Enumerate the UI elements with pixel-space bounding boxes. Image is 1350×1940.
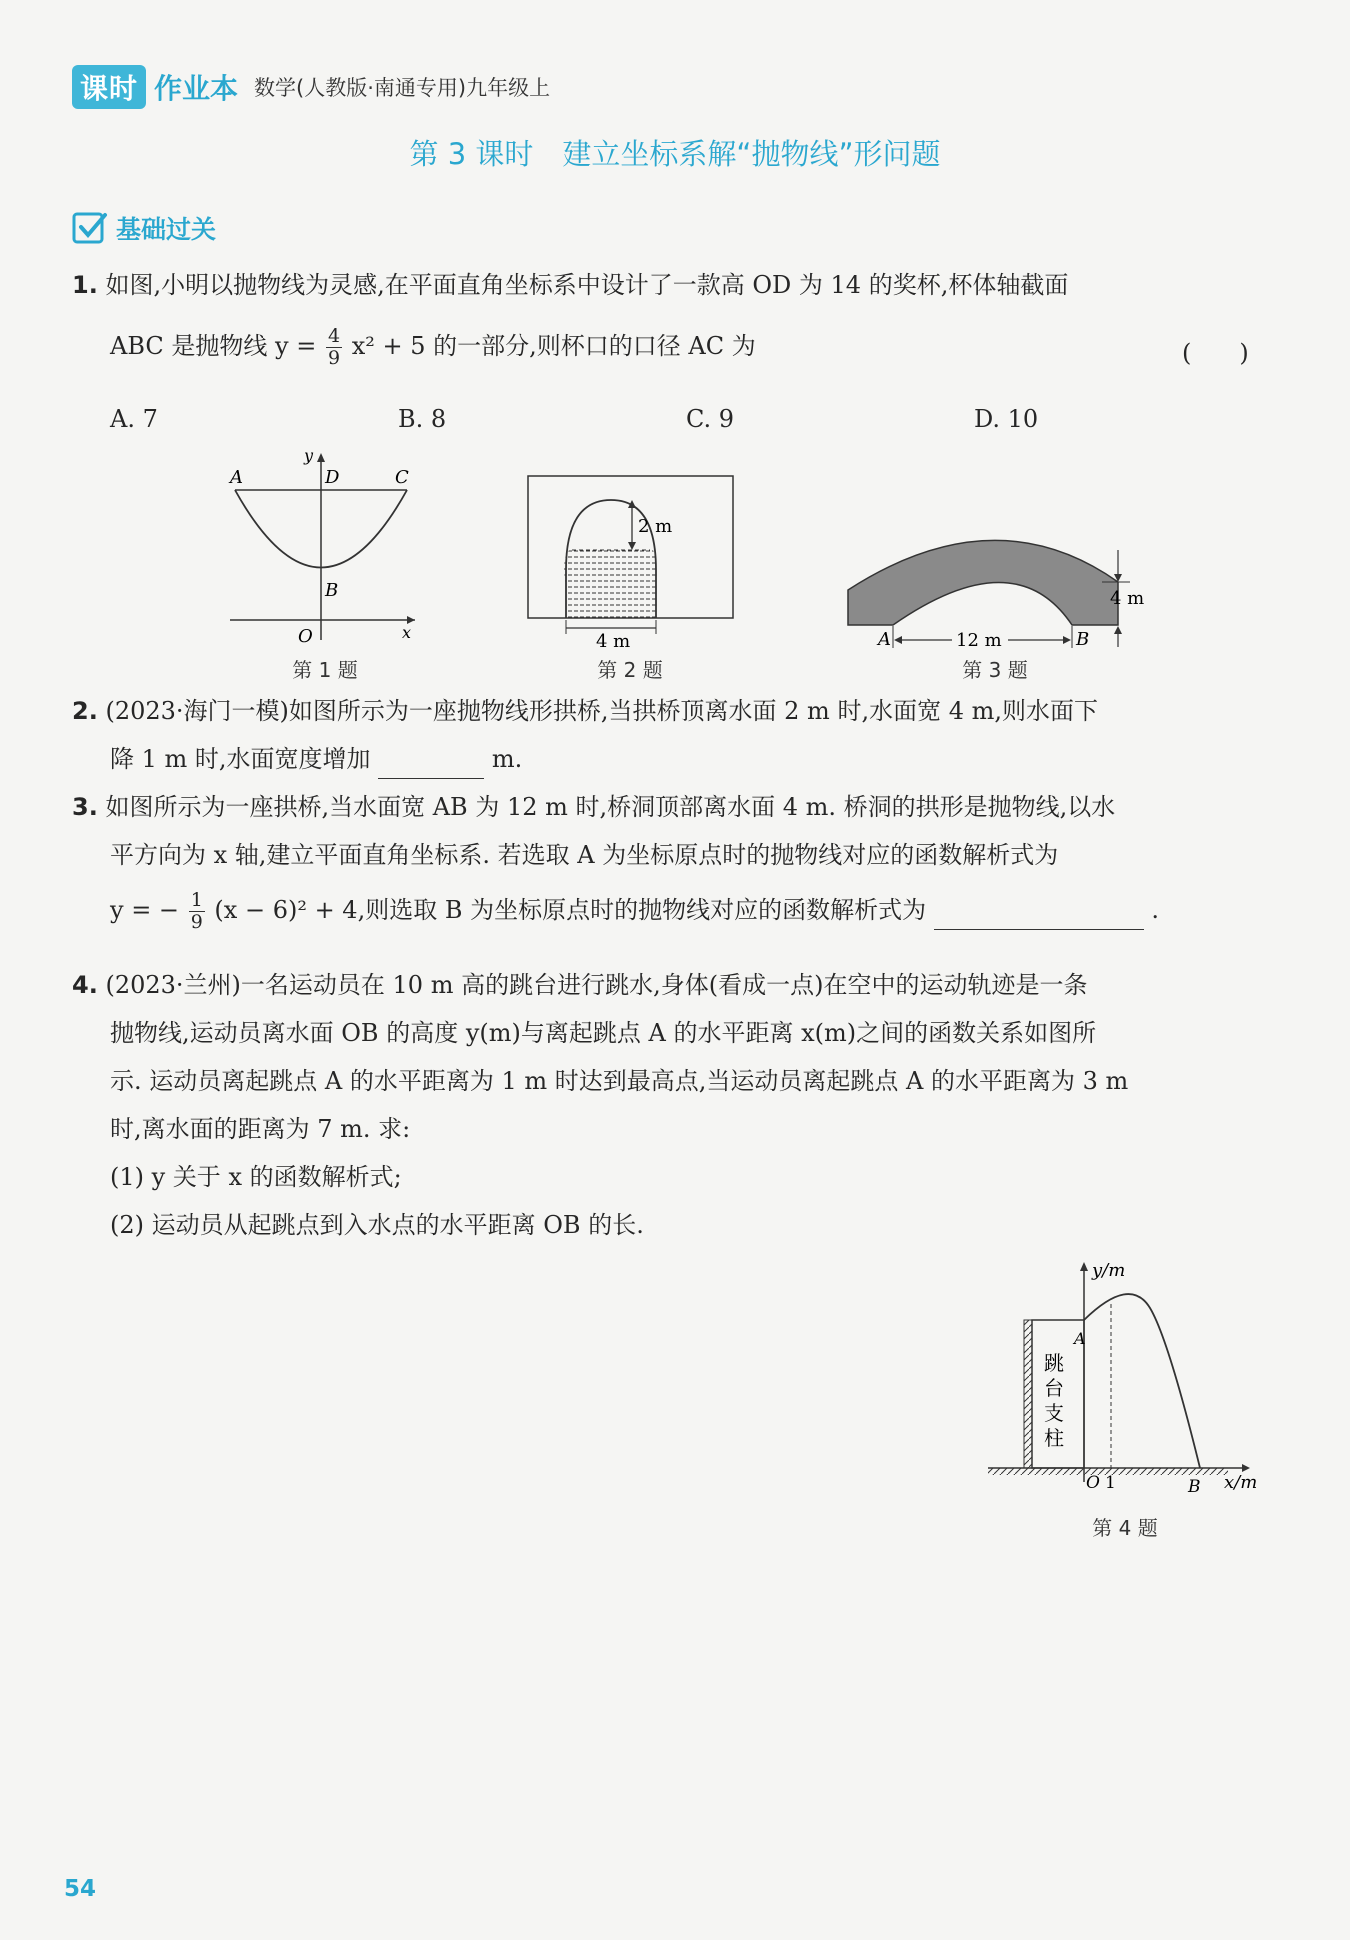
question-number: 3. — [72, 793, 98, 821]
checkbox-icon — [72, 210, 108, 246]
label-a: A — [230, 467, 243, 488]
question-number: 4. — [72, 971, 98, 999]
figure-4-diving-diagram — [980, 1250, 1270, 1512]
question-text: (x − 6)² + 4,则选取 B 为坐标原点时的抛物线对应的函数解析式为 — [214, 895, 927, 924]
book-subject: 数学(人教版·南通专用)九年级上 — [254, 76, 551, 100]
question-text: 降 1 m 时,水面宽度增加 — [110, 745, 371, 773]
label-o: O — [1086, 1473, 1100, 1493]
option-b: B. 8 — [398, 405, 447, 433]
question-text: 如图,小明以抛物线为灵感,在平面直角坐标系中设计了一款高 OD 为 14 的奖杯,杯体轴截面 — [105, 271, 1069, 299]
question-text: (2023·兰州)一名运动员在 10 m 高的跳台进行跳水,身体(看成一点)在空中的运动轨迹是一条 — [105, 971, 1088, 999]
label-c: C — [395, 467, 409, 488]
option-d: D. 10 — [974, 405, 1039, 433]
question-4-sub-2: (2) 运动员从起跳点到入水点的水平距离 OB 的长. — [110, 1211, 644, 1239]
question-number: 1. — [72, 271, 98, 299]
unit-text: m. — [491, 745, 523, 773]
label-2m: 2 m — [638, 516, 673, 537]
question-4-line-3: 示. 运动员离起跳点 A 的水平距离为 1 m 时达到最高点,当运动员离起跳点 A 的水平距离为 3 m — [110, 1067, 1129, 1095]
question-4-line-4: 时,离水面的距离为 7 m. 求: — [110, 1115, 411, 1143]
label-x-axis: x/m — [1224, 1472, 1258, 1493]
lesson-title: 第 3 课时 建立坐标系解“抛物线”形问题 — [409, 137, 941, 171]
label-a: A — [878, 629, 891, 650]
formula-pre: ABC 是抛物线 y = — [110, 331, 317, 360]
answer-blank[interactable] — [378, 740, 484, 779]
label-4m: 4 m — [596, 631, 631, 650]
label-y: y — [304, 446, 314, 465]
label-1: 1 — [1105, 1473, 1116, 1493]
question-1-line-1 — [72, 266, 1068, 304]
question-4-line-1 — [72, 966, 1087, 1004]
label-12m: 12 m — [956, 630, 1002, 651]
question-4-line-2: 抛物线,运动员离水面 OB 的高度 y(m)与离起跳点 A 的水平距离 x(m)之间的函数关系如图所 — [110, 1019, 1097, 1047]
option-a: A. 7 — [110, 405, 158, 433]
label-a: A — [1074, 1329, 1086, 1348]
answer-blank[interactable] — [934, 891, 1144, 930]
label-y-axis: y/m — [1092, 1260, 1126, 1281]
figure-1-caption: 第 1 题 — [292, 658, 358, 682]
platform-pillar-hatch — [1024, 1320, 1032, 1468]
question-number: 2. — [72, 697, 98, 725]
page-number: 54 — [64, 1876, 97, 1902]
formula-pre: y = − — [110, 895, 180, 924]
formula-post: x² + 5 的一部分,则杯口的口径 AC 为 — [351, 331, 756, 360]
figure-3-stone-bridge — [840, 530, 1160, 652]
label-b: B — [1188, 1477, 1201, 1497]
label-4m: 4 m — [1110, 588, 1145, 609]
question-3-line-2: 平方向为 x 轴,建立平面直角坐标系. 若选取 A 为坐标原点时的抛物线对应的函数解析式为 — [110, 841, 1059, 869]
question-1-line-2 — [110, 326, 756, 369]
label-d: D — [325, 467, 340, 488]
pillar-char-4: 柱 — [1044, 1426, 1064, 1450]
pillar-char-3: 支 — [1044, 1401, 1064, 1425]
fraction-numerator: 1 — [190, 889, 203, 911]
fraction-denominator: 9 — [327, 346, 341, 369]
question-2-line-2 — [110, 740, 522, 779]
bridge-body — [848, 540, 1118, 625]
section-heading — [72, 210, 216, 246]
pillar-char-1: 跳 — [1044, 1351, 1064, 1375]
period: . — [1151, 895, 1160, 924]
label-x: x — [402, 623, 412, 642]
water-area — [564, 548, 658, 618]
section-label: 基础过关 — [116, 215, 217, 244]
figure-2-arch-bridge — [520, 470, 740, 650]
label-b: B — [1076, 629, 1090, 650]
question-3-line-1 — [72, 788, 1115, 826]
figure-1-trophy-diagram — [220, 445, 430, 650]
fraction — [326, 326, 342, 369]
logo-badge: 课时 — [72, 65, 146, 109]
page-header — [72, 62, 550, 112]
question-text: 如图所示为一座拱桥,当水面宽 AB 为 12 m 时,桥洞顶部离水面 4 m. 桥洞的拱形是抛物线,以水 — [105, 793, 1116, 821]
question-4-sub-1: (1) y 关于 x 的函数解析式; — [110, 1163, 402, 1191]
fraction-denominator: 9 — [190, 910, 203, 933]
label-b: B — [325, 580, 339, 601]
logo-text: 作业本 — [154, 72, 239, 105]
figure-3-caption: 第 3 题 — [962, 658, 1028, 682]
figure-2-caption: 第 2 题 — [597, 658, 663, 682]
answer-paren: ( ) — [1182, 339, 1249, 367]
fraction-numerator: 4 — [327, 325, 341, 347]
question-text: (2023·海门一模)如图所示为一座抛物线形拱桥,当拱桥顶离水面 2 m 时,水面宽 4 m,则水面下 — [105, 697, 1098, 725]
question-2-line-1 — [72, 692, 1098, 730]
label-o: O — [298, 626, 313, 647]
figure-4-caption: 第 4 题 — [1092, 1516, 1158, 1540]
dive-trajectory — [1084, 1294, 1200, 1468]
fraction — [189, 890, 205, 933]
question-3-line-3 — [110, 890, 1159, 933]
pillar-char-2: 台 — [1044, 1376, 1064, 1400]
option-c: C. 9 — [686, 405, 735, 433]
